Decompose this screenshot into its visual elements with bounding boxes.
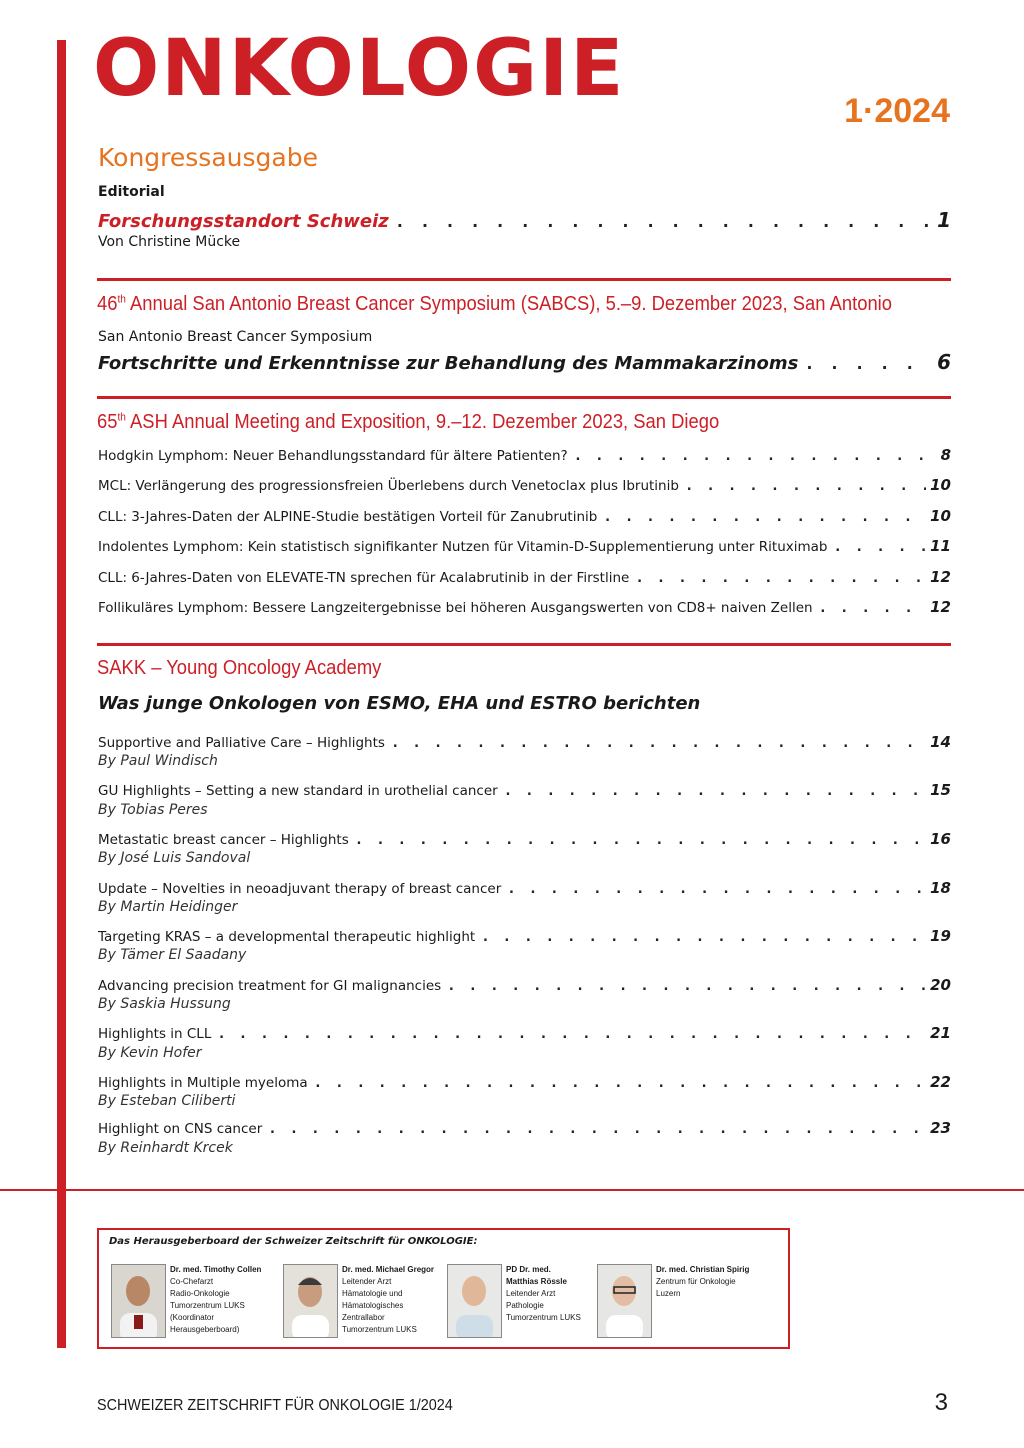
toc-entry-editorial[interactable] bbox=[98, 208, 951, 232]
toc-author: By Tobias Peres bbox=[98, 802, 208, 818]
toc-title: Highlight on CNS cancer bbox=[98, 1121, 263, 1137]
toc-leader-dots bbox=[603, 509, 926, 525]
editorial-board-box bbox=[97, 1228, 790, 1349]
toc-title: MCL: Verlängerung des progressionsfreien Überlebens durch Venetoclax plus Ibrutinib bbox=[98, 478, 679, 494]
toc-page: 10 bbox=[930, 476, 951, 494]
member-role: Hämatologie und bbox=[342, 1289, 403, 1298]
toc-leader-dots bbox=[574, 448, 937, 464]
member-name: Dr. med. Timothy Collen bbox=[170, 1265, 262, 1274]
toc-author: By Kevin Hofer bbox=[98, 1045, 202, 1061]
page-divider bbox=[0, 1189, 1024, 1191]
sakk-subheading: Was junge Onkologen von ESMO, EHA und ESTRO berichten bbox=[98, 693, 701, 714]
toc-leader-dots bbox=[507, 881, 926, 897]
left-red-bar bbox=[57, 40, 66, 1348]
issue-number: 1·2024 bbox=[844, 92, 950, 130]
toc-leader-dots bbox=[819, 600, 927, 616]
toc-title: Advancing precision treatment for GI malignancies bbox=[98, 978, 442, 994]
section-divider bbox=[97, 396, 951, 399]
toc-title: Follikuläres Lymphom: Bessere Langzeitergebnisse bei höheren Ausgangswerten von CD8+ naiven Zellen bbox=[98, 600, 813, 616]
toc-page: 23 bbox=[930, 1119, 951, 1137]
member-name: Dr. med. Michael Gregor bbox=[342, 1265, 435, 1274]
toc-leader-dots bbox=[391, 735, 926, 751]
toc-page: 20 bbox=[930, 976, 951, 994]
toc-title: Highlights in Multiple myeloma bbox=[98, 1075, 308, 1091]
toc-leader-dots bbox=[447, 978, 926, 994]
journal-footer: SCHWEIZER ZEITSCHRIFT FÜR ONKOLOGIE 1/2024 bbox=[97, 1397, 453, 1414]
toc-page: 19 bbox=[930, 927, 951, 945]
editorial-author: Von Christine Mücke bbox=[98, 234, 241, 250]
toc-page: 21 bbox=[930, 1024, 951, 1042]
toc-leader-dots bbox=[481, 929, 926, 945]
member-role: Leitender Arzt bbox=[342, 1277, 392, 1286]
toc-author: By Martin Heidinger bbox=[98, 899, 238, 915]
toc-page: 16 bbox=[930, 830, 951, 848]
toc-entry-ash[interactable] bbox=[98, 476, 951, 494]
member-role: Radio-Onkologie bbox=[170, 1289, 230, 1298]
toc-title: Supportive and Palliative Care – Highlights bbox=[98, 735, 385, 751]
toc-author: By Esteban Ciliberti bbox=[98, 1093, 236, 1109]
section-heading-sakk: SAKK – Young Oncology Academy bbox=[97, 657, 382, 679]
toc-entry-sakk[interactable] bbox=[98, 1119, 951, 1137]
member-role: (Koordinator bbox=[170, 1313, 215, 1322]
toc-leader-dots bbox=[833, 539, 926, 555]
toc-author: By Tämer El Saadany bbox=[98, 947, 247, 963]
toc-page: 12 bbox=[930, 598, 951, 616]
toc-entry-sakk[interactable] bbox=[98, 879, 951, 897]
toc-leader-dots bbox=[685, 478, 926, 494]
toc-title: Update – Novelties in neoadjuvant therapy of breast cancer bbox=[98, 881, 502, 897]
section-heading-ash: 65th ASH Annual Meeting and Exposition, 9.–12. Dezember 2023, San Diego bbox=[97, 411, 720, 433]
toc-title: Indolentes Lymphom: Kein statistisch signifikanter Nutzen für Vitamin-D-Supplementierung unter Rituximab bbox=[98, 539, 828, 555]
toc-title: CLL: 6-Jahres-Daten von ELEVATE-TN sprechen für Acalabrutinib in der Firstline bbox=[98, 570, 630, 586]
toc-page: 11 bbox=[930, 537, 951, 555]
section-heading-sabcs: 46th Annual San Antonio Breast Cancer Symposium (SABCS), 5.–9. Dezember 2023, San Antonio bbox=[97, 293, 893, 315]
toc-author: By Saskia Hussung bbox=[98, 996, 231, 1012]
member-name: PD Dr. med. bbox=[506, 1265, 551, 1274]
toc-page: 14 bbox=[930, 733, 951, 751]
member-role: Tumorzentrum LUKS bbox=[170, 1301, 245, 1310]
toc-entry-sabcs[interactable] bbox=[98, 350, 951, 374]
member-role: Tumorzentrum LUKS bbox=[342, 1325, 417, 1334]
toc-leader-dots bbox=[635, 570, 926, 586]
toc-entry-ash[interactable] bbox=[98, 446, 951, 464]
toc-entry-sakk[interactable] bbox=[98, 830, 951, 848]
toc-author: By Paul Windisch bbox=[98, 753, 218, 769]
toc-leader-dots bbox=[217, 1026, 926, 1042]
portrait-photo bbox=[447, 1264, 502, 1338]
toc-entry-sakk[interactable] bbox=[98, 976, 951, 994]
toc-page: 18 bbox=[930, 879, 951, 897]
portrait-photo bbox=[283, 1264, 338, 1338]
toc-entry-ash[interactable] bbox=[98, 537, 951, 555]
member-name: Dr. med. Christian Spirig bbox=[656, 1265, 750, 1274]
toc-page: 12 bbox=[930, 568, 951, 586]
toc-title: CLL: 3-Jahres-Daten der ALPINE-Studie bestätigen Vorteil für Zanubrutinib bbox=[98, 509, 598, 525]
member-role: Hämatologisches bbox=[342, 1301, 404, 1310]
toc-page: 22 bbox=[930, 1073, 951, 1091]
member-name: Matthias Rössle bbox=[506, 1277, 567, 1286]
toc-entry-ash[interactable] bbox=[98, 568, 951, 586]
member-role: Luzern bbox=[656, 1289, 681, 1298]
edition-subtitle: Kongressausgabe bbox=[98, 143, 318, 172]
toc-page: 1 bbox=[937, 208, 951, 232]
toc-page: 10 bbox=[930, 507, 951, 525]
editorial-kicker: Editorial bbox=[98, 184, 165, 200]
toc-title: Forschungsstandort Schweiz bbox=[98, 211, 389, 232]
board-title: Das Herausgeberboard der Schweizer Zeitschrift für ONKOLOGIE: bbox=[109, 1236, 478, 1247]
toc-entry-sakk[interactable] bbox=[98, 927, 951, 945]
member-role: Zentrum für Onkologie bbox=[656, 1277, 736, 1286]
toc-entry-ash[interactable] bbox=[98, 598, 951, 616]
member-role: Co-Chefarzt bbox=[170, 1277, 214, 1286]
toc-leader-dots bbox=[804, 354, 933, 374]
sabcs-kicker: San Antonio Breast Cancer Symposium bbox=[98, 329, 373, 345]
toc-title: Hodgkin Lymphom: Neuer Behandlungsstandard für ältere Patienten? bbox=[98, 448, 568, 464]
toc-title: Metastatic breast cancer – Highlights bbox=[98, 832, 349, 848]
toc-leader-dots bbox=[504, 783, 926, 799]
toc-page: 15 bbox=[930, 781, 951, 799]
toc-page: 8 bbox=[940, 446, 951, 464]
page-number: 3 bbox=[934, 1389, 948, 1416]
member-role: Pathologie bbox=[506, 1301, 544, 1310]
toc-title: Fortschritte und Erkenntnisse zur Behandlung des Mammakarzinoms bbox=[98, 353, 799, 374]
toc-leader-dots bbox=[395, 212, 933, 232]
toc-leader-dots bbox=[314, 1075, 926, 1091]
toc-entry-ash[interactable] bbox=[98, 507, 951, 525]
toc-entry-sakk[interactable] bbox=[98, 1073, 951, 1091]
section-divider bbox=[97, 278, 951, 281]
toc-author: By José Luis Sandoval bbox=[98, 850, 251, 866]
portrait-photo bbox=[111, 1264, 166, 1338]
toc-entry-sakk[interactable] bbox=[98, 781, 951, 799]
member-role: Herausgeberboard) bbox=[170, 1325, 240, 1334]
toc-entry-sakk[interactable] bbox=[98, 733, 951, 751]
toc-title: GU Highlights – Setting a new standard in urothelial cancer bbox=[98, 783, 498, 799]
toc-title: Highlights in CLL bbox=[98, 1026, 212, 1042]
portrait-photo bbox=[597, 1264, 652, 1338]
member-role: Tumorzentrum LUKS bbox=[506, 1313, 581, 1322]
toc-page: 6 bbox=[937, 350, 951, 374]
toc-title: Targeting KRAS – a developmental therapeutic highlight bbox=[98, 929, 476, 945]
member-role: Zentrallabor bbox=[342, 1313, 385, 1322]
member-role: Leitender Arzt bbox=[506, 1289, 556, 1298]
toc-author: By Reinhardt Krcek bbox=[98, 1140, 233, 1156]
toc-leader-dots bbox=[268, 1121, 926, 1137]
toc-entry-sakk[interactable] bbox=[98, 1024, 951, 1042]
toc-leader-dots bbox=[355, 832, 926, 848]
journal-logo: ONKOLOGIE bbox=[93, 24, 626, 114]
section-divider bbox=[97, 643, 951, 646]
